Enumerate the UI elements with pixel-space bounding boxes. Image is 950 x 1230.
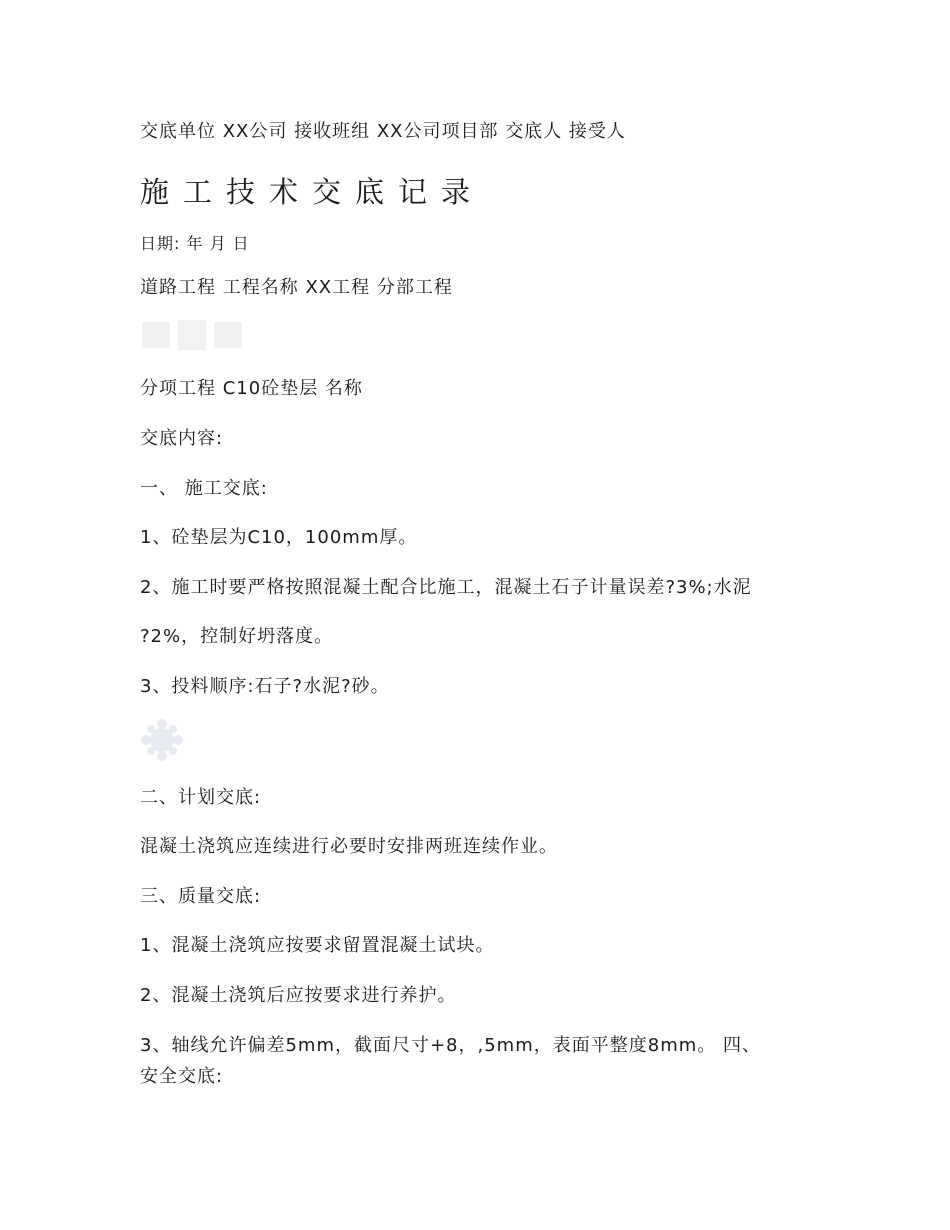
date-line: 日期: 年 月 日 bbox=[140, 234, 250, 253]
subproject-line: 分项工程 C10砼垫层 名称 bbox=[140, 378, 363, 399]
section1-item2a: 2、施工时要严格按照混凝土配合比施工，混凝土石子计量误差?3%;水泥 bbox=[140, 577, 752, 598]
section3-item3b: 安全交底: bbox=[140, 1066, 224, 1087]
section3-item2: 2、混凝土浇筑后应按要求进行养护。 bbox=[140, 985, 457, 1006]
section1-heading: 一、 施工交底: bbox=[140, 478, 268, 499]
content-label: 交底内容: bbox=[140, 428, 224, 449]
faded-gear-icon bbox=[140, 718, 184, 762]
section1-item3: 3、投料顺序:石子?水泥?砂。 bbox=[140, 676, 390, 697]
document-title: 施工技术交底记录 bbox=[140, 175, 485, 209]
project-line: 道路工程 工程名称 XX工程 分部工程 bbox=[140, 277, 453, 298]
section2-body: 混凝土浇筑应连续进行必要时安排两班连续作业。 bbox=[140, 836, 558, 857]
section3-item3a: 3、轴线允许偏差5mm，截面尺寸+8，,5mm，表面平整度8mm。 四、 bbox=[140, 1035, 761, 1056]
section1-item2b: ?2%，控制好坍落度。 bbox=[140, 626, 334, 647]
section3-heading: 三、质量交底: bbox=[140, 886, 262, 907]
section2-heading: 二、计划交底: bbox=[140, 787, 262, 808]
section1-item1: 1、砼垫层为C10，100mm厚。 bbox=[140, 527, 418, 548]
header-line: 交底单位 XX公司 接收班组 XX公司项目部 交底人 接受人 bbox=[140, 121, 626, 142]
faded-seal-mark bbox=[140, 318, 244, 352]
section3-item1: 1、混凝土浇筑应按要求留置混凝土试块。 bbox=[140, 935, 495, 956]
